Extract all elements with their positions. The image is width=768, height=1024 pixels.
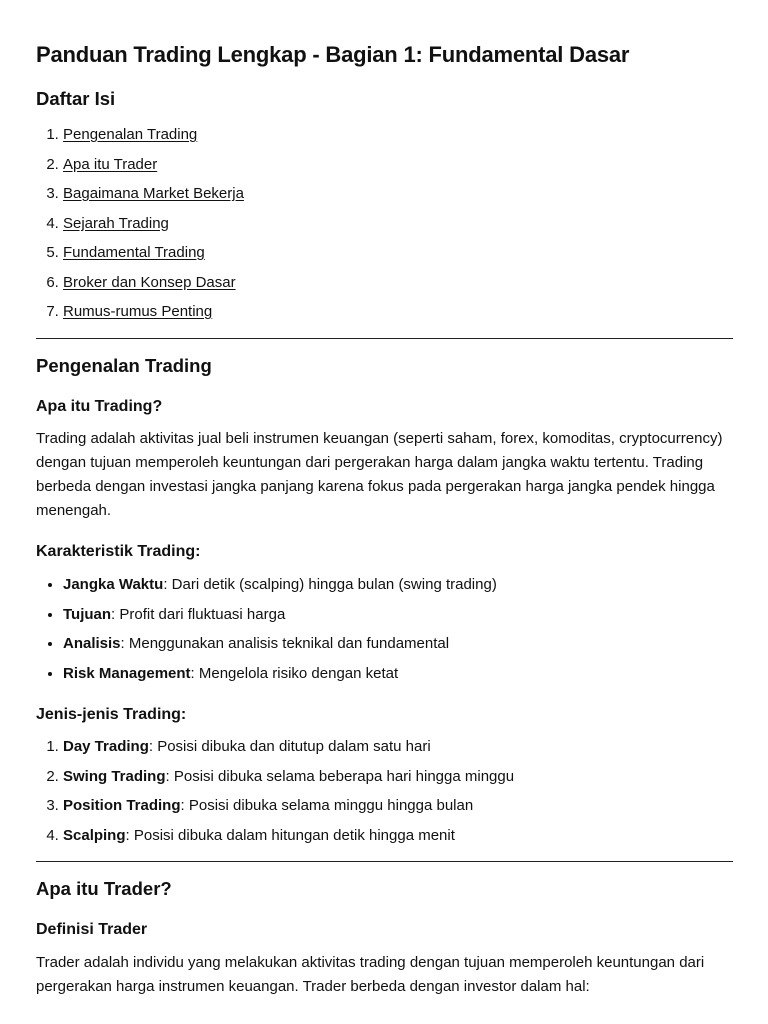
subheading-apa-itu-trading: Apa itu Trading? bbox=[36, 398, 163, 415]
list-item bbox=[63, 604, 497, 634]
toc-item[interactable] bbox=[63, 301, 244, 331]
toc-item[interactable] bbox=[63, 213, 244, 243]
list-item bbox=[63, 633, 497, 663]
section-divider bbox=[36, 338, 733, 339]
trader-paragraph: Trader adalah individu yang melakukan aktivitas trading dengan tujuan memperoleh keuntungan dari pergerakan harga instrumen keuangan. Trader berbeda dengan investor dalam hal: bbox=[36, 954, 705, 995]
list-text: : Posisi dibuka dan ditutup dalam satu hari bbox=[148, 738, 431, 755]
toc-item[interactable] bbox=[63, 124, 244, 154]
section-heading-trader: Apa itu Trader? bbox=[36, 878, 172, 899]
section-divider bbox=[36, 861, 733, 862]
toc-link[interactable]: Rumus-rumus Penting bbox=[63, 303, 213, 320]
section-heading-pengenalan: Pengenalan Trading bbox=[36, 355, 212, 376]
list-term: Position Trading bbox=[63, 797, 181, 814]
toc-item[interactable] bbox=[63, 154, 244, 184]
subheading-definisi-trader: Definisi Trader bbox=[36, 921, 148, 938]
trading-types-list bbox=[36, 736, 514, 854]
toc-link[interactable]: Sejarah Trading bbox=[63, 214, 169, 232]
toc-link[interactable]: Broker dan Konsep Dasar bbox=[63, 273, 236, 291]
list-text: : Profit dari fluktuasi harga bbox=[111, 605, 286, 623]
toc-list bbox=[36, 124, 244, 331]
toc-link[interactable]: Pengenalan Trading bbox=[63, 126, 198, 143]
list-text: : Posisi dibuka selama beberapa hari hingga minggu bbox=[165, 767, 515, 785]
toc-item[interactable] bbox=[63, 183, 244, 213]
list-text: : Posisi dibuka dalam hitungan detik hingga menit bbox=[125, 826, 455, 844]
toc-link[interactable]: Apa itu Trader bbox=[63, 155, 158, 173]
list-term: Risk Management bbox=[63, 664, 191, 682]
list-text: : Posisi dibuka selama minggu hingga bulan bbox=[180, 797, 474, 814]
list-item bbox=[63, 663, 497, 693]
list-text: : Dari detik (scalping) hingga bulan (swing trading) bbox=[163, 576, 497, 593]
subheading-jenis-trading: Jenis-jenis Trading: bbox=[36, 706, 187, 723]
toc-heading: Daftar Isi bbox=[36, 88, 116, 109]
characteristics-list bbox=[36, 574, 497, 692]
list-item bbox=[63, 825, 514, 855]
list-item bbox=[63, 795, 514, 825]
page-title: Panduan Trading Lengkap - Bagian 1: Fundamental Dasar bbox=[36, 42, 630, 67]
list-term: Analisis bbox=[63, 635, 121, 652]
trading-paragraph: Trading adalah aktivitas jual beli instrumen keuangan (seperti saham, forex, komoditas, cryptocurrency) dengan tujuan memperoleh keuntungan dari pergerakan harga dalam jangka waktu tertentu. Trading berbeda dengan investasi jangka panjang karena fokus pada pergerakan harga jangka pendek hingga menengah. bbox=[36, 430, 723, 519]
toc-item[interactable] bbox=[63, 242, 244, 272]
list-term: Tujuan bbox=[63, 605, 112, 623]
list-text: : Mengelola risiko dengan ketat bbox=[190, 664, 399, 682]
list-item bbox=[63, 574, 497, 604]
list-item bbox=[63, 736, 514, 766]
list-term: Swing Trading bbox=[63, 767, 166, 785]
subheading-karakteristik: Karakteristik Trading: bbox=[36, 543, 201, 560]
toc-item[interactable] bbox=[63, 272, 244, 302]
toc-link[interactable]: Fundamental Trading bbox=[63, 244, 205, 261]
list-term: Scalping bbox=[63, 826, 126, 844]
list-term: Day Trading bbox=[63, 738, 149, 755]
list-text: : Menggunakan analisis teknikal dan fundamental bbox=[120, 635, 450, 652]
list-term: Jangka Waktu bbox=[63, 576, 164, 593]
list-item bbox=[63, 766, 514, 796]
toc-link[interactable]: Bagaimana Market Bekerja bbox=[63, 185, 244, 202]
